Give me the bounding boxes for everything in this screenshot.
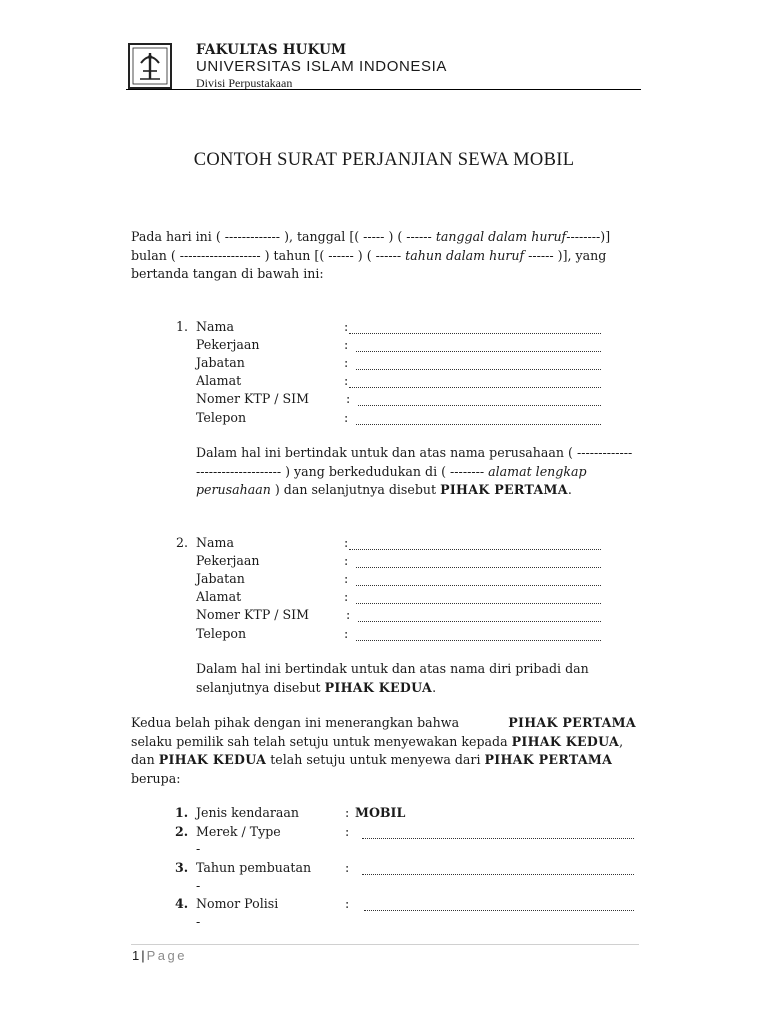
- party2-field-row: Pekerjaan :: [196, 553, 606, 571]
- university-name: UNIVERSITAS ISLAM INDONESIA: [196, 58, 447, 75]
- fill-line: [356, 424, 601, 425]
- fill-line: [364, 910, 634, 911]
- party1-field-row: Jabatan :: [196, 355, 606, 373]
- vehicle-item: 4. Nomor Polisi :: [175, 896, 640, 914]
- fill-line: [349, 333, 601, 334]
- party2-field-row: Nama :: [196, 535, 606, 553]
- party2-description: Dalam hal ini bertindak untuk dan atas nama diri pribadi dan selanjutnya disebut PIHAK KEDUA.: [196, 661, 589, 695]
- party1-field-row: Nama :: [196, 319, 606, 337]
- vehicle-type-value: MOBIL: [355, 805, 406, 820]
- fill-line: [362, 874, 634, 875]
- page-word: Page: [146, 948, 187, 963]
- agreement-paragraph: Kedua belah pihak dengan ini menerangkan bahwa PIHAK PERTAMA selaku pemilik sah telah setuju untuk menyewakan kepada PIHAK KEDUA, dan PIHAK KEDUA telah setuju untuk menyewa dari PIHAK PERTAMA berupa:: [131, 715, 636, 786]
- party2-field-row: Alamat :: [196, 589, 606, 607]
- intro-paragraph: Pada hari ini ( ------------- ), tanggal [( ----- ) ( ------ tanggal dalam huruf--------)] bulan ( ------------------- ) tahun [( ------ ) ( ------ tahun dalam huruf ------ )], yang bertanda tangan di bawah ini:: [131, 229, 611, 281]
- fill-line: [358, 405, 601, 406]
- vehicle-item-dash: -: [196, 841, 201, 856]
- faculty-name: FAKULTAS HUKUM: [196, 42, 347, 58]
- party1-description: Dalam hal ini bertindak untuk dan atas nama perusahaan ( ------------- -------------------- ) yang berkedudukan di ( -------- alamat lengkap perusahaan ) dan selanjutnya disebut PIHAK PERTAMA.: [196, 445, 633, 497]
- pihak-kedua-label: PIHAK KEDUA: [324, 679, 433, 695]
- party1-field-row: Pekerjaan :: [196, 337, 606, 355]
- header-divider: [126, 89, 641, 90]
- vehicle-item: 3. Tahun pembuatan :: [175, 860, 640, 878]
- fill-line: [356, 351, 601, 352]
- vehicle-item: 1. Jenis kendaraan : MOBIL: [175, 805, 406, 820]
- party1-field-row: Telepon :: [196, 410, 606, 428]
- party1-field-row: Alamat :: [196, 373, 606, 391]
- university-logo-icon: [126, 41, 174, 91]
- party2-field-row: Nomer KTP / SIM :: [196, 607, 606, 625]
- vehicle-item-dash: -: [196, 878, 201, 893]
- division-name: Divisi Perpustakaan: [196, 76, 293, 90]
- vehicle-item-dash: -: [196, 914, 201, 929]
- fill-line: [349, 387, 601, 388]
- fill-line: [356, 567, 601, 568]
- fill-line: [362, 838, 634, 839]
- party1-field-row: Nomer KTP / SIM :: [196, 391, 606, 409]
- party2-field-row: Telepon :: [196, 626, 606, 644]
- page-footer: 1 | Page: [132, 948, 187, 963]
- fill-line: [349, 549, 601, 550]
- party1-number: 1.: [176, 319, 189, 334]
- pihak-pertama-label: PIHAK PERTAMA: [440, 482, 568, 497]
- party2-field-row: Jabatan :: [196, 571, 606, 589]
- footer-divider: [131, 944, 639, 945]
- vehicle-item: 2. Merek / Type :: [175, 824, 640, 842]
- fill-line: [358, 621, 601, 622]
- fill-line: [356, 640, 601, 641]
- page-number: 1: [132, 948, 140, 963]
- party2-number: 2.: [176, 535, 189, 550]
- fill-line: [356, 603, 601, 604]
- document-title: CONTOH SURAT PERJANJIAN SEWA MOBIL: [193, 150, 575, 170]
- fill-line: [356, 585, 601, 586]
- fill-line: [356, 369, 601, 370]
